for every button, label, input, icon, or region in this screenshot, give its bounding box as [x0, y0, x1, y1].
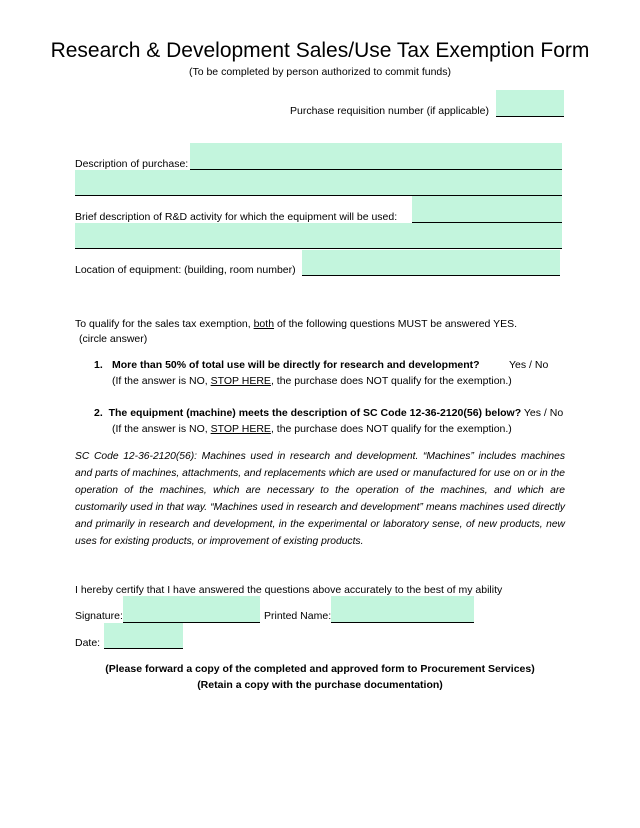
- qualify-intro-text-1: To qualify for the sales tax exemption,: [75, 318, 254, 330]
- question-2-number: 2.: [94, 407, 103, 419]
- description-label: Description of purchase:: [75, 158, 189, 170]
- question-1-number: 1.: [94, 359, 103, 371]
- date-field[interactable]: [104, 623, 183, 649]
- requisition-label: Purchase requisition number (if applicable): [290, 105, 490, 117]
- sc-code-paragraph: SC Code 12-36-2120(56): Machines used in research and development. “Machines” includes machines and parts of machines, attachments, and replacements which are used or manufactured for use on or in the operation of the machines, which are necessary to the operation of the machines, and which are customarily used in that way. “Machines used in research and development” means machines used directly and primarily in research and development, in the experimental or laboratory sense, of new products, new uses for existing products, or improvement of existing products.: [75, 451, 565, 547]
- qualify-intro-both: both: [253, 318, 275, 330]
- location-underline: [302, 275, 560, 276]
- description-field-line2[interactable]: [75, 170, 562, 196]
- rd-activity-field-line2[interactable]: [75, 223, 562, 249]
- question-1-answer[interactable]: Yes / No: [509, 359, 549, 371]
- description-field-line1[interactable]: [190, 143, 562, 170]
- printed-name-field[interactable]: [331, 596, 474, 623]
- location-label: Location of equipment: (building, room number): [75, 264, 296, 276]
- qualify-intro: [75, 318, 517, 331]
- rd-underline-2: [75, 248, 562, 249]
- rd-activity-field-line1[interactable]: [412, 196, 562, 223]
- date-label: Date:: [75, 637, 101, 649]
- question-2-note-text-1: (If the answer is NO,: [112, 423, 211, 435]
- question-1-text: More than 50% of total use will be directly for research and development?: [112, 359, 480, 371]
- question-2-note-text-2: , the purchase does NOT qualify for the exemption.): [270, 423, 512, 435]
- location-field[interactable]: [302, 250, 560, 276]
- footer-retain-note: (Retain a copy with the purchase documentation): [197, 679, 443, 691]
- signature-field[interactable]: [123, 596, 260, 623]
- question-1-note-text-2: , the purchase does NOT qualify for the exemption.): [270, 375, 512, 387]
- question-1-note: [112, 375, 512, 388]
- printed-name-underline: [331, 622, 474, 623]
- question-1-note-text-1: (If the answer is NO,: [112, 375, 211, 387]
- requisition-underline: [496, 116, 564, 117]
- footer-forward-note: (Please forward a copy of the completed and approved form to Procurement Services): [105, 663, 535, 675]
- signature-label: Signature:: [75, 610, 123, 622]
- question-1-stop-here: STOP HERE: [210, 375, 271, 387]
- rd-activity-label: Brief description of R&D activity for which the equipment will be used:: [75, 211, 398, 223]
- qualify-intro-text-2: of the following questions MUST be answered YES.: [274, 318, 518, 330]
- form-title: Research & Development Sales/Use Tax Exemption Form: [50, 39, 590, 62]
- question-2-answer[interactable]: Yes / No: [523, 407, 564, 419]
- printed-name-label: Printed Name:: [264, 610, 332, 622]
- question-2-stop-here: STOP HERE: [210, 423, 271, 435]
- question-2-line: [94, 407, 563, 420]
- certify-statement: I hereby certify that I have answered the questions above accurately to the best of my ability: [75, 584, 503, 596]
- requisition-field[interactable]: [496, 90, 564, 117]
- circle-answer-note: (circle answer): [79, 333, 148, 345]
- question-2-text: The equipment (machine) meets the description of SC Code 12-36-2120(56) below?: [108, 407, 522, 419]
- date-underline: [104, 648, 183, 649]
- question-2-note: [112, 423, 512, 436]
- form-subtitle: (To be completed by person authorized to commit funds): [188, 66, 452, 78]
